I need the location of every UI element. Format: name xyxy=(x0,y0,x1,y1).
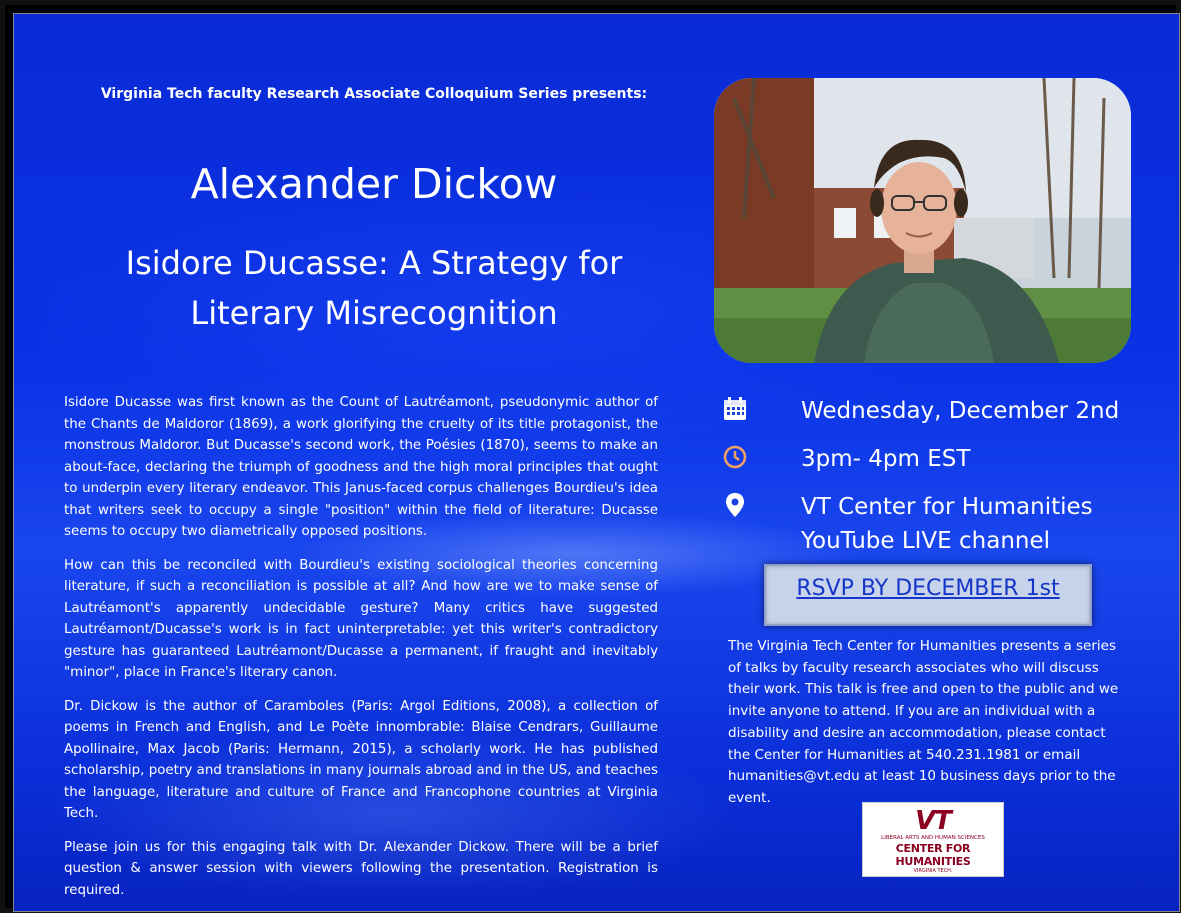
speaker-name: Alexander Dickow xyxy=(190,160,558,208)
logo-line2: CENTER FOR HUMANITIES xyxy=(895,842,971,868)
invitation-paragraph: Please join us for this engaging talk with Dr. Alexander Dickow. There will be a brief question & answer session with viewers following the presentation. Registration is required. xyxy=(64,839,658,898)
event-location-text xyxy=(801,490,1161,558)
abstract-paragraph: Isidore Ducasse was first known as the Count of Lautréamont, pseudonymic author of the Chants de Maldoror (1869), a work glorifying the cruelty of its title protagonist, the monstrous Maldoror. But Ducasse's second work, the Poésies (1870), seems to make an about-face, declaring the triumph of goodness and the high moral principles that ought to underpin every literary endeavor. This Janus-faced corpus challenges Bourdieu's idea that writers seek to occupy a single "position" within the field of literature: Ducasse seems to occupy two diametrically opposed positions. xyxy=(64,395,658,539)
poster xyxy=(13,13,1180,912)
logo-line1: LIBERAL ARTS AND HUMAN SCIENCES xyxy=(881,835,985,841)
clock-icon xyxy=(722,444,748,470)
rsvp-box xyxy=(764,564,1092,626)
event-date-text: Wednesday, December 2nd xyxy=(801,398,1120,424)
vt-logo-mark: VT xyxy=(915,806,951,836)
calendar-icon xyxy=(722,396,748,422)
map-pin-icon xyxy=(722,492,748,518)
center-for-humanities-logo xyxy=(862,802,1004,877)
rsvp-link[interactable]: RSVP BY DECEMBER 1st xyxy=(796,576,1060,601)
location-line2: YouTube LIVE channel xyxy=(801,528,1051,554)
bio-paragraph: Dr. Dickow is the author of Caramboles (Paris: Argol Editions, 2008), a collection of poems in French and English, and Le Poète innombrable: Blaise Cendrars, Guillaume Apollinaire, Max Jacob (Paris: Hermann, 2015), a scholarly work. He has published scholarship, poetry and translations in many journals abroad and in the US, and teaches the language, literature and culture of France and Francophone countries at Virginia Tech. xyxy=(64,698,658,821)
event-time-text: 3pm- 4pm EST xyxy=(801,446,971,472)
talk-title-line2: Literary Misrecognition xyxy=(190,294,558,332)
talk-title xyxy=(14,238,734,338)
series-heading: Virginia Tech faculty Research Associate Colloquium Series presents: xyxy=(100,86,648,102)
abstract xyxy=(64,392,658,912)
speaker-photo xyxy=(714,78,1131,363)
series-description: The Virginia Tech Center for Humanities presents a series of talks by faculty research associates who will discuss their work. This talk is free and open to the public and we invite anyone to attend. If you are an individual with a disability and desire an accommodation, please contact the Center for Humanities at 540.231.1981 or email humanities@vt.edu at least 10 business days prior to the event. xyxy=(728,638,1119,806)
location-line1: VT Center for Humanities xyxy=(801,494,1093,520)
abstract-paragraph: How can this be reconciled with Bourdieu's existing sociological theories concerning literature, if such a reconciliation is possible at all? And how are we to make sense of Lautréamont's apparently undecidable gesture? Many critics have suggested Lautréamont/Ducasse's work is in fact uninterpretable: yet this writer's contradictory gesture has guaranteed Lautréamont/Ducasse a permanent, if fraught and inevitably "minor", place in France's literary canon. xyxy=(64,557,658,680)
logo-line3: VIRGINIA TECH. xyxy=(913,868,953,874)
talk-title-line1: Isidore Ducasse: A Strategy for xyxy=(125,244,623,282)
